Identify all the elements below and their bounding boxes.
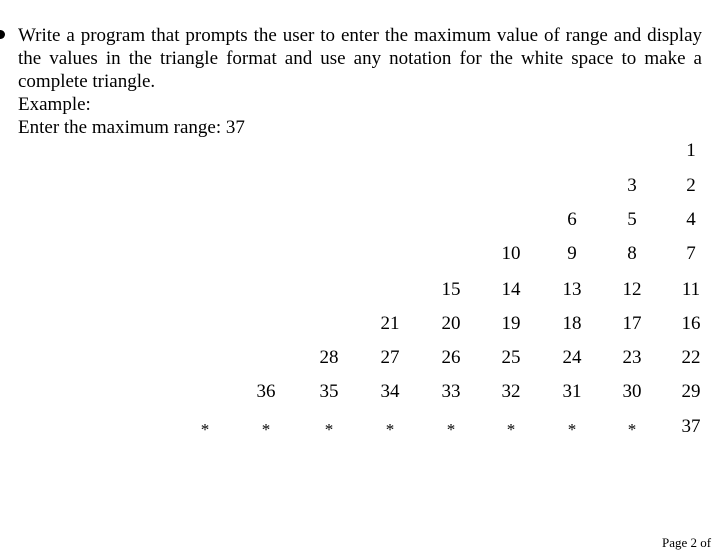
triangle-number: 21 <box>380 313 400 334</box>
triangle-number: 37 <box>681 416 701 437</box>
triangle-number: 4 <box>686 209 696 230</box>
triangle-number: 12 <box>622 279 642 300</box>
triangle-space-marker: * <box>385 420 395 439</box>
triangle-number: 34 <box>380 381 400 402</box>
triangle-space-marker: * <box>200 420 210 439</box>
triangle-number: 8 <box>627 243 637 264</box>
triangle-number: 25 <box>501 347 521 368</box>
triangle-number: 17 <box>622 313 642 334</box>
triangle-number: 14 <box>501 279 521 300</box>
triangle-number: 31 <box>562 381 582 402</box>
triangle-space-marker: * <box>446 420 456 439</box>
triangle-space-marker: * <box>506 420 516 439</box>
triangle-number: 33 <box>441 381 461 402</box>
triangle-space-marker: * <box>324 420 334 439</box>
triangle-number: 7 <box>686 243 696 264</box>
triangle-number: 29 <box>681 381 701 402</box>
question-text: Write a program that prompts the user to enter the maximum value of range and display the values in the triangle format and use any notation for the white space to make a complete triangle. <box>18 25 702 92</box>
triangle-space-marker: * <box>261 420 271 439</box>
triangle-number: 2 <box>686 175 696 196</box>
triangle-number: 10 <box>501 243 521 264</box>
triangle-number: 19 <box>501 313 521 334</box>
triangle-number: 30 <box>622 381 642 402</box>
triangle-number: 6 <box>567 209 577 230</box>
triangle-number: 3 <box>627 175 637 196</box>
triangle-space-marker: * <box>567 420 577 439</box>
triangle-number: 18 <box>562 313 582 334</box>
triangle-space-marker: * <box>627 420 637 439</box>
triangle-number: 20 <box>441 313 461 334</box>
triangle-number: 15 <box>441 279 461 300</box>
triangle-number: 22 <box>681 347 701 368</box>
triangle-number: 5 <box>627 209 637 230</box>
triangle-number: 23 <box>622 347 642 368</box>
prompt-line: Enter the maximum range: 37 <box>18 117 245 138</box>
triangle-number: 13 <box>562 279 582 300</box>
triangle-number: 26 <box>441 347 461 368</box>
triangle-number: 35 <box>319 381 339 402</box>
triangle-number: 24 <box>562 347 582 368</box>
triangle-number: 28 <box>319 347 339 368</box>
example-label: Example: <box>18 94 91 115</box>
triangle-number: 9 <box>567 243 577 264</box>
triangle-number: 27 <box>380 347 400 368</box>
page-footer: Page 2 of <box>662 535 712 550</box>
triangle-number: 32 <box>501 381 521 402</box>
triangle-number: 1 <box>686 140 696 161</box>
triangle-number: 36 <box>256 381 276 402</box>
triangle-number: 11 <box>681 279 701 300</box>
triangle-number: 16 <box>681 313 701 334</box>
